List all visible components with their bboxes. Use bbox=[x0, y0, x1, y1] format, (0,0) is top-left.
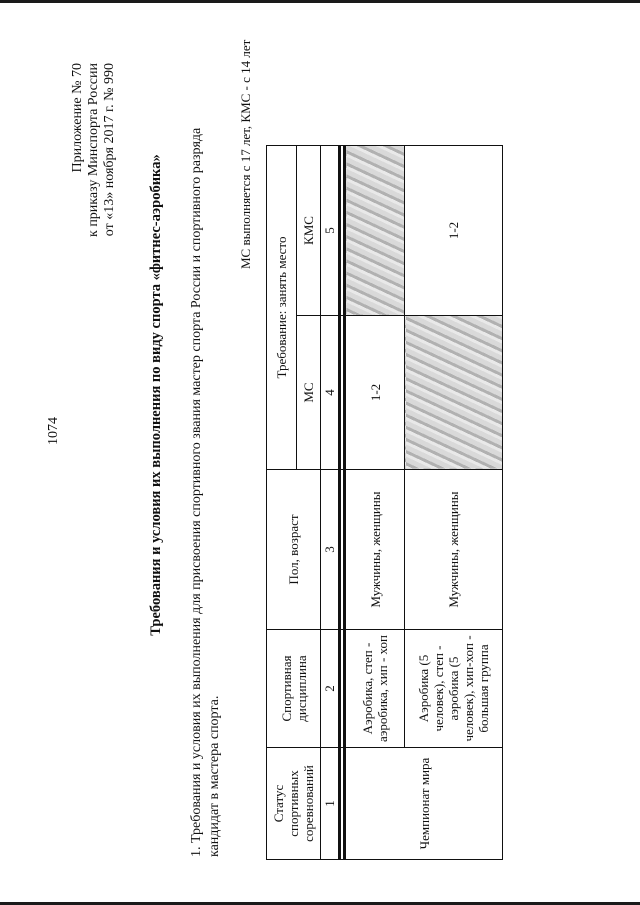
header-sex-age: Пол, возраст bbox=[267, 470, 321, 630]
status-cell: Чемпионат мира bbox=[345, 748, 503, 860]
requirements-table bbox=[266, 145, 503, 860]
discipline-cell: Аэробика, степ - аэробика, хип - хоп bbox=[345, 630, 405, 748]
kms-place-cell-shaded bbox=[345, 146, 405, 316]
column-number: 3 bbox=[321, 470, 340, 630]
column-number: 1 bbox=[321, 748, 340, 860]
ms-place-cell: 1-2 bbox=[345, 316, 405, 470]
column-number: 5 bbox=[321, 146, 340, 316]
table-note: МС выполняется с 17 лет, КМС - с 14 лет bbox=[238, 39, 253, 269]
intro-paragraph bbox=[188, 67, 224, 857]
kms-place-cell: 1-2 bbox=[405, 146, 503, 316]
header-ms: МС bbox=[297, 316, 321, 470]
discipline-cell: Аэробика (5 человек), степ - аэробика (5 человек), хип-хоп - большая группа bbox=[405, 630, 503, 748]
rotated-document bbox=[0, 35, 640, 865]
appendix-line-3: от «13» ноября 2017 г. № 990 bbox=[102, 63, 117, 237]
intro-paragraph-line-2: кандидат в мастера спорта. bbox=[207, 695, 222, 857]
page-number: 1074 bbox=[46, 417, 61, 445]
table-header-row bbox=[267, 146, 297, 860]
header-status: Статус спортивных соревнований bbox=[267, 748, 321, 860]
column-number: 2 bbox=[321, 630, 340, 748]
table-row bbox=[345, 146, 405, 860]
ms-place-cell-shaded bbox=[405, 316, 503, 470]
scan-edge-top bbox=[0, 0, 640, 3]
intro-paragraph-line-1: 1. Требования и условия их выполнения для присвоения спортивного звания мастер спорта России и спортивного разряда bbox=[189, 127, 204, 857]
document-title: Требования и условия их выполнения по виду спорта «фитнес-аэробика» bbox=[148, 154, 164, 636]
header-discipline: Спортивная дисциплина bbox=[267, 630, 321, 748]
header-kms: КМС bbox=[297, 146, 321, 316]
column-number: 4 bbox=[321, 316, 340, 470]
appendix-line-2: к приказу Минспорта России bbox=[86, 63, 101, 237]
column-number-row bbox=[321, 146, 340, 860]
header-requirement: Требование: занять место bbox=[267, 146, 297, 470]
sex-age-cell: Мужчины, женщины bbox=[405, 470, 503, 630]
appendix-line-1: Приложение № 70 bbox=[70, 63, 85, 173]
sex-age-cell: Мужчины, женщины bbox=[345, 470, 405, 630]
appendix-reference bbox=[70, 63, 118, 303]
